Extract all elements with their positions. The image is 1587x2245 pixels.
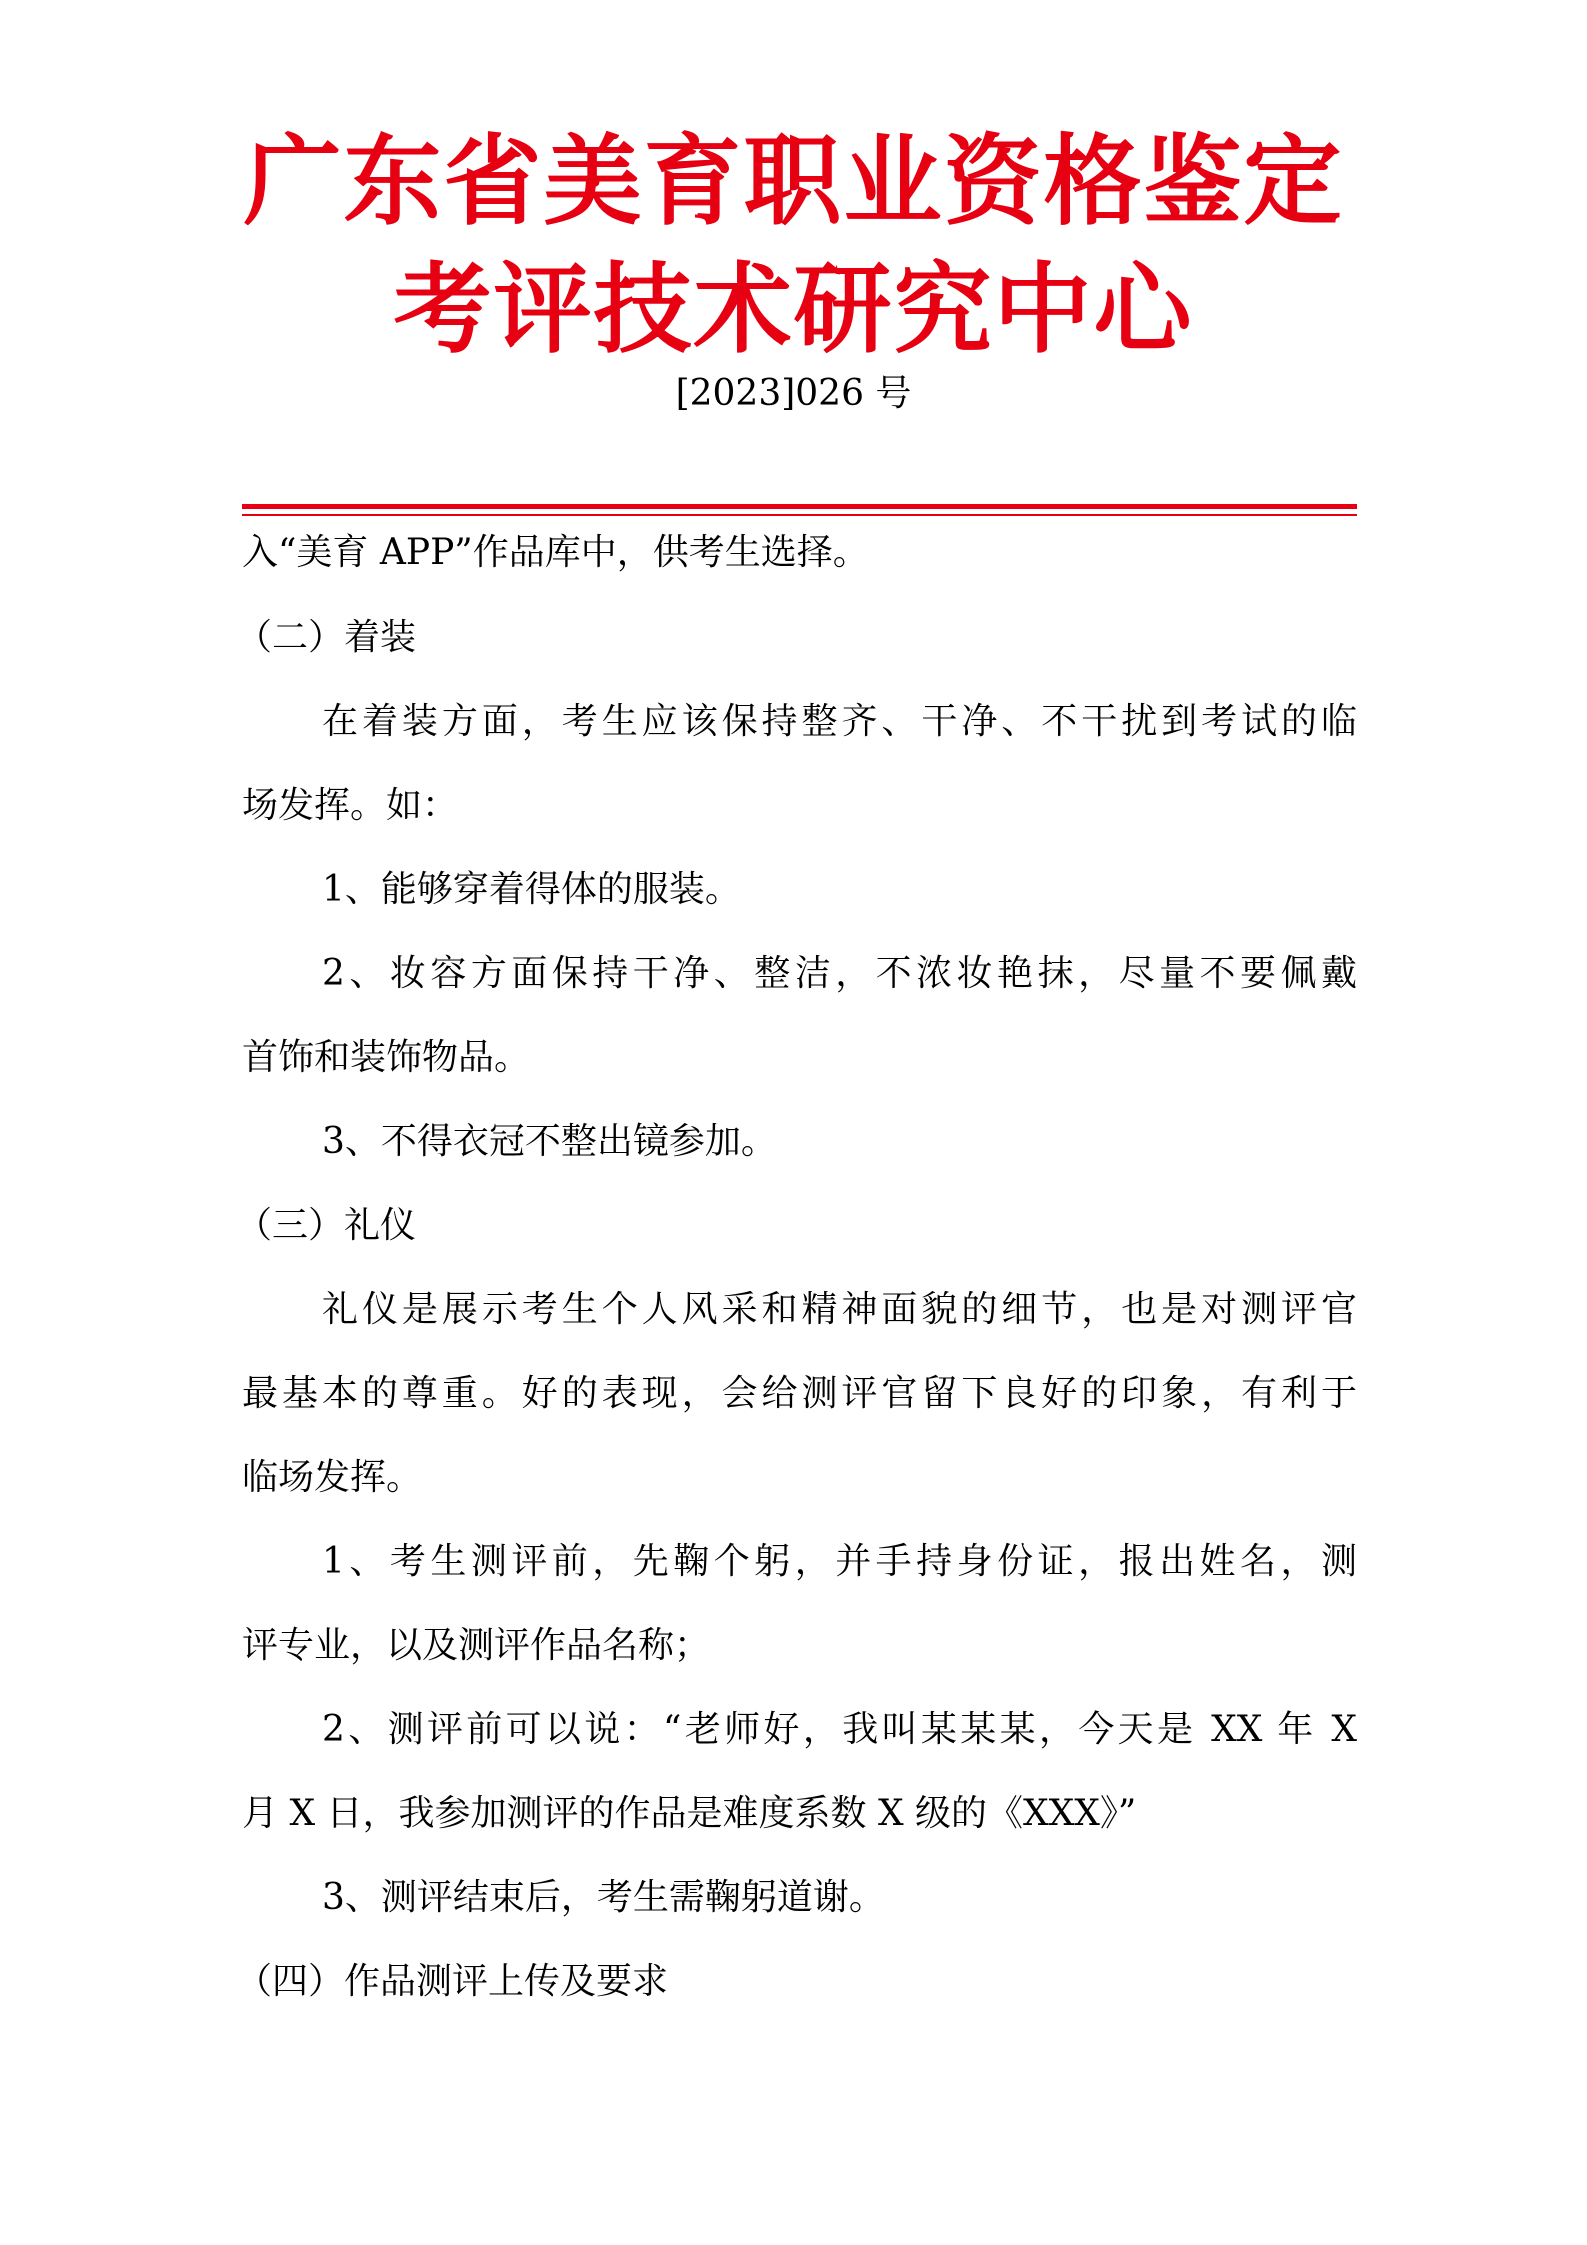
paragraph-line: 在着装方面，考生应该保持整齐、干净、不干扰到考试的临 [322, 701, 1357, 742]
letterhead-title-line-1: 广东省美育职业资格鉴定 [243, 125, 1344, 239]
paragraph-line: 首饰和装饰物品。 [242, 1037, 531, 1078]
paragraph-line: 场发挥。如： [242, 785, 459, 826]
letterhead-divider-thick [242, 504, 1357, 509]
section-heading-upload: （四）作品测评上传及要求 [236, 1961, 669, 2002]
list-item: 1、考生测评前，先鞠个躬，并手持身份证，报出姓名，测 [322, 1541, 1357, 1582]
paragraph-line: 礼仪是展示考生个人风采和精神面貌的细节，也是对测评官 [322, 1289, 1357, 1330]
list-item: 1、能够穿着得体的服装。 [322, 869, 741, 910]
list-item: 3、不得衣冠不整出镜参加。 [322, 1121, 777, 1162]
paragraph-line: 临场发挥。 [242, 1457, 423, 1498]
paragraph-line: 最基本的尊重。好的表现，会给测评官留下良好的印象，有利于 [242, 1373, 1357, 1414]
section-heading-etiquette: （三）礼仪 [236, 1205, 417, 1246]
list-item: 3、测评结束后，考生需鞠躬道谢。 [322, 1877, 885, 1918]
section-heading-attire: （二）着装 [236, 617, 417, 658]
list-item: 2、测评前可以说：“老师好，我叫某某某，今天是 XX 年 X [322, 1709, 1357, 1750]
paragraph-line: 评专业，以及测评作品名称； [242, 1625, 711, 1666]
paragraph-line: 月 X 日，我参加测评的作品是难度系数 X 级的《XXX》” [242, 1793, 1137, 1834]
document-number: [2023]026 号 [675, 373, 912, 414]
list-item: 2、妆容方面保持干净、整洁，不浓妆艳抹，尽量不要佩戴 [322, 953, 1357, 994]
paragraph-line: 入“美育 APP”作品库中，供考生选择。 [242, 532, 869, 573]
letterhead-divider-thin [242, 514, 1357, 516]
letterhead-title-line-2: 考评技术研究中心 [393, 253, 1194, 367]
